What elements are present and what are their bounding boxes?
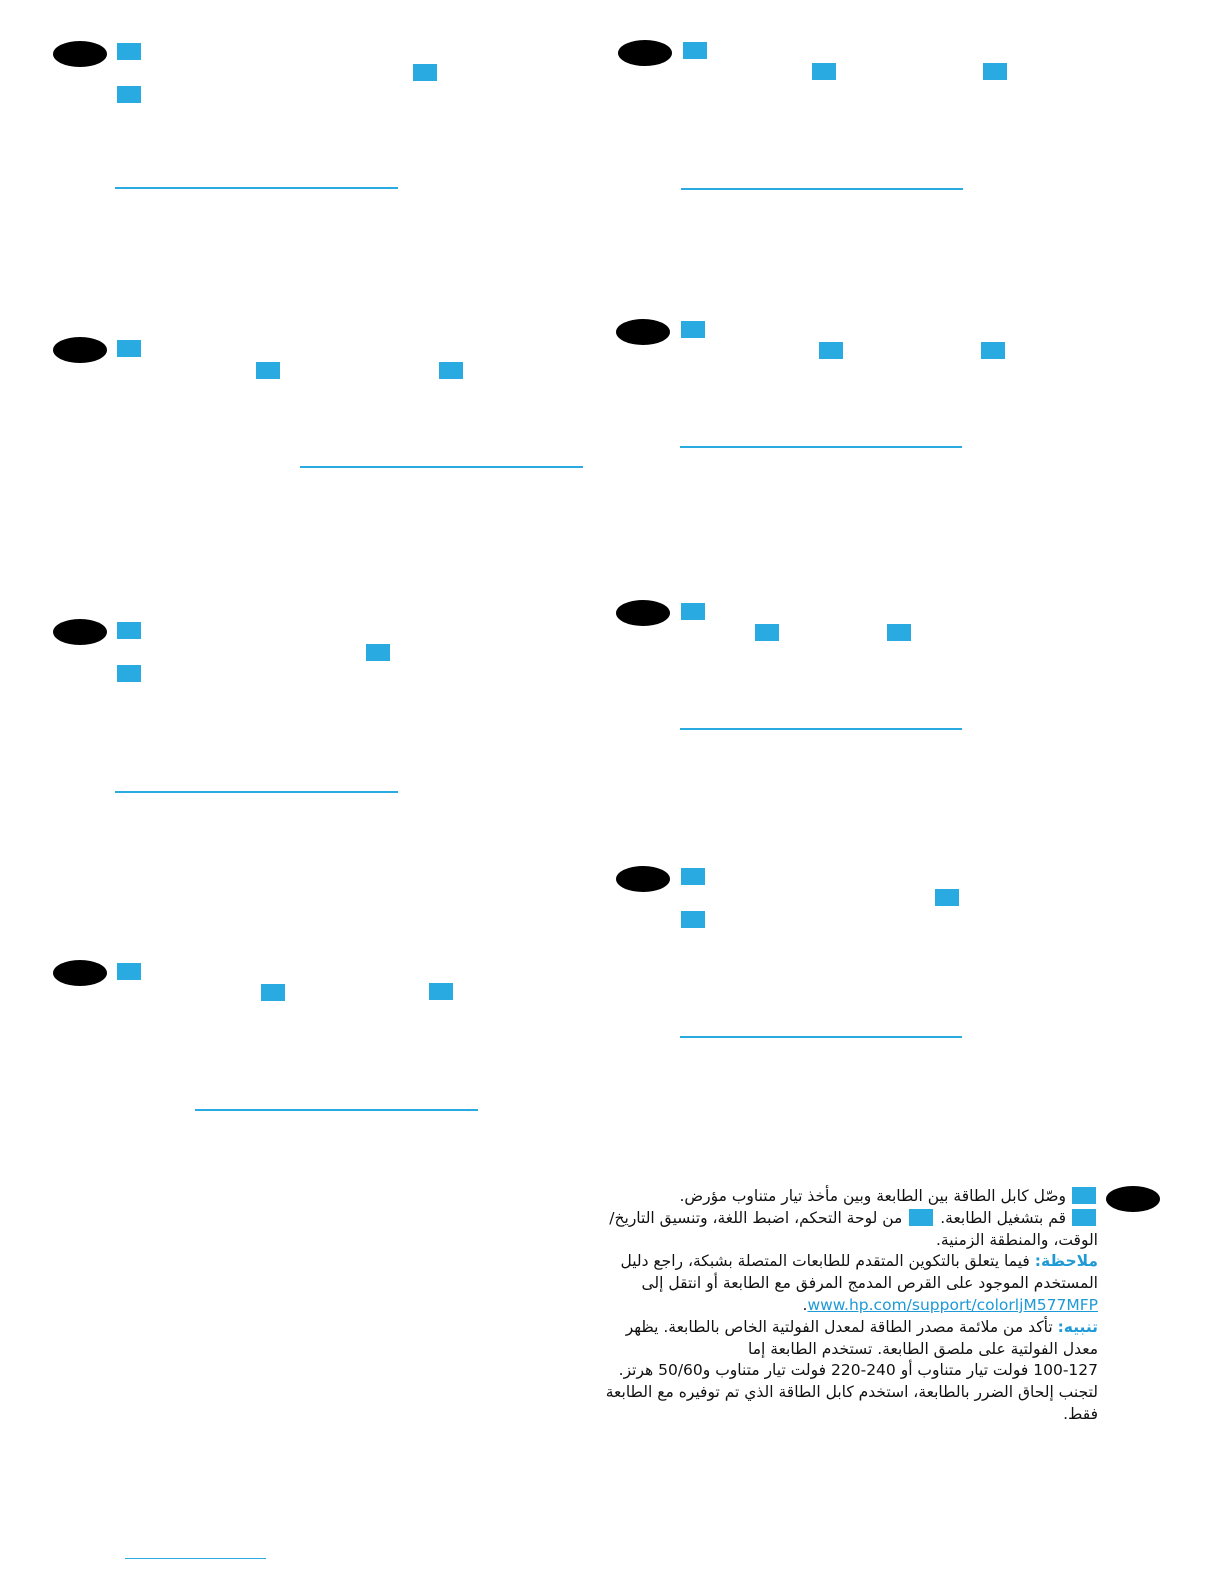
support-link[interactable]: www.hp.com/support/colorljM577MFP bbox=[807, 1295, 1098, 1314]
control-panel-icon bbox=[935, 889, 959, 906]
step-number-box bbox=[117, 86, 141, 103]
language-badge bbox=[53, 619, 107, 645]
url-link-line[interactable] bbox=[300, 466, 583, 468]
step-number-box bbox=[681, 603, 705, 620]
url-link-line[interactable] bbox=[115, 187, 398, 189]
step-number-box bbox=[261, 984, 285, 1001]
control-panel-icon bbox=[366, 644, 390, 661]
url-link-line[interactable] bbox=[680, 1036, 962, 1038]
caution-label: تنبيه: bbox=[1057, 1317, 1098, 1336]
step-number-box bbox=[117, 340, 141, 357]
url-link-line[interactable] bbox=[680, 446, 962, 448]
footer-rule bbox=[125, 1558, 266, 1559]
language-badge bbox=[618, 40, 672, 66]
step-number-box bbox=[681, 911, 705, 928]
step-2: قم بتشغيل الطابعة. من لوحة التحكم، اضبط اللغة، وتنسيق التاريخ/الوقت، والمنطقة الزمنية. bbox=[609, 1208, 1098, 1249]
language-badge bbox=[53, 960, 107, 986]
language-badge bbox=[616, 600, 670, 626]
control-panel-icon bbox=[887, 624, 911, 641]
url-link-line[interactable] bbox=[681, 188, 963, 190]
step-number-box bbox=[117, 665, 141, 682]
step-number-box bbox=[812, 63, 836, 80]
step-number-box bbox=[681, 321, 705, 338]
control-panel-icon bbox=[413, 64, 437, 81]
voltage-info: 100-127 فولت تيار متناوب أو 240-220 فولت تيار متناوب و50/60 هرتز. لتجنب إلحاق الضرر بالطابعة، استخدم كابل الطاقة الذي تم توفيره مع الطابعة فقط. bbox=[605, 1361, 1098, 1423]
language-badge bbox=[616, 866, 670, 892]
control-panel-icon bbox=[981, 342, 1005, 359]
step-number-box bbox=[117, 963, 141, 980]
control-panel-icon bbox=[439, 362, 463, 379]
step-number-box bbox=[256, 362, 280, 379]
arabic-instructions bbox=[600, 1186, 1098, 1426]
step-number-box bbox=[117, 43, 141, 60]
step-1: وصّل كابل الطاقة بين الطابعة وبين مأخذ تيار متناوب مؤرض. bbox=[600, 1186, 1098, 1208]
step-number-box bbox=[1072, 1209, 1096, 1226]
language-badge bbox=[616, 319, 670, 345]
step-number-box bbox=[755, 624, 779, 641]
control-panel-icon bbox=[909, 1209, 933, 1226]
language-badge bbox=[53, 41, 107, 67]
url-link-line[interactable] bbox=[115, 791, 398, 793]
note-label: ملاحظة: bbox=[1034, 1252, 1098, 1271]
url-link-line[interactable] bbox=[195, 1109, 478, 1111]
control-panel-icon bbox=[429, 983, 453, 1000]
step-number-box bbox=[683, 42, 707, 59]
url-link-line[interactable] bbox=[680, 728, 962, 730]
language-badge bbox=[53, 337, 107, 363]
language-badge-arabic bbox=[1106, 1186, 1160, 1212]
step-number-box bbox=[681, 868, 705, 885]
note: ملاحظة: فيما يتعلق بالتكوين المتقدم للطابعات المتصلة بشبكة، راجع دليل المستخدم الموجود على القرص المدمج المرفق مع الطابعة أو انتقل إلى www.hp.com/support/colorljM577MFP. bbox=[620, 1252, 1098, 1314]
caution: تنبيه: تأكد من ملائمة مصدر الطاقة لمعدل الفولتية الخاص بالطابعة. يظهر معدل الفولتية على ملصق الطابعة. تستخدم الطابعة إما bbox=[625, 1317, 1098, 1358]
step-number-box bbox=[1072, 1187, 1096, 1204]
step-number-box bbox=[117, 622, 141, 639]
step-number-box bbox=[819, 342, 843, 359]
control-panel-icon bbox=[983, 63, 1007, 80]
